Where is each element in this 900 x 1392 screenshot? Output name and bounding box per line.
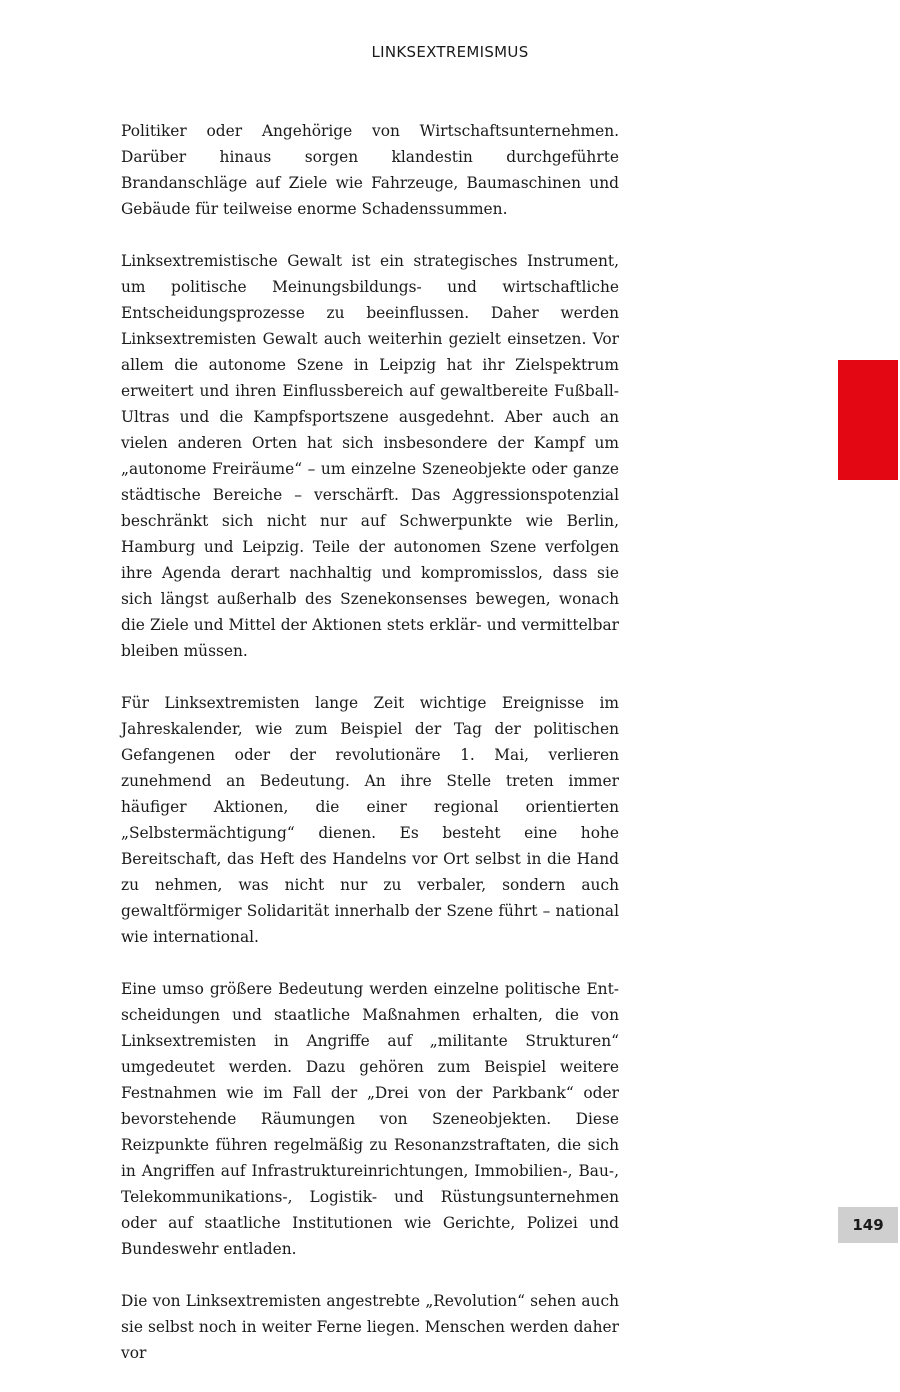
chapter-tab-marker — [838, 360, 898, 480]
paragraph: Für Linksextremisten lange Zeit wichtige Ereignisse im Jahreskalender, wie zum Beispiel der Tag der politischen Gefangenen oder der revolutionäre 1. Mai, verlieren zunehmend an Bedeutung. An ihre Stelle treten immer häufiger Aktionen, die einer regional orientierten „Selbstermächtigung“ dienen. Es besteht eine hohe Bereitschaft, das Heft des Handelns vor Ort selbst in die Hand zu nehmen, was nicht nur zu verbaler, sondern auch gewaltförmiger Solidarität innerhalb der Szene führt – national wie international. — [121, 694, 619, 946]
body-text — [121, 118, 619, 1392]
running-header: LINKSEXTREMISMUS — [371, 43, 529, 61]
paragraph: Politiker oder Angehörige von Wirtschaftsunternehmen. Darüber hinaus sorgen klandestin durchgeführte Brandanschläge auf Ziele wie Fahrzeuge, Baumaschinen und Gebäude für teilweise enorme Schadenssummen. — [121, 122, 619, 218]
page-number: 149 — [838, 1207, 898, 1243]
paragraph: Linksextremistische Gewalt ist ein strategisches Instrument, um politische Meinungsbildungs- und wirtschaftliche Entscheidungsprozesse zu beeinflussen. Daher werden Linksextremisten Gewalt auch weiterhin gezielt einsetzen. Vor allem die autonome Szene in Leipzig hat ihr Zielspektrum erweitert und ihren Einflussbereich auf gewaltbereite Fußball-Ultras und die Kampfsportszene ausgedehnt. Aber auch an vielen anderen Orten hat sich insbesondere der Kampf um „autonome Freiräume“ – um einzelne Szeneobjekte oder ganze städtische Bereiche – verschärft. Das Aggressionspotenzial beschränkt sich nicht nur auf Schwerpunkte wie Berlin, Hamburg und Leipzig. Teile der autonomen Szene verfolgen ihre Agenda derart nachhaltig und kompromisslos, dass sie sich längst außerhalb des Szenekonsenses bewegen, wonach die Ziele und Mittel der Aktionen stets erklär- und vermittelbar bleiben müssen. — [121, 252, 619, 660]
paragraph: Eine umso größere Bedeutung werden einzelne politische Entscheidungen und staatliche Maßnahmen erhalten, die von Linksextremisten in Angriffe auf „militante Strukturen“ umgedeutet werden. Dazu gehören zum Beispiel weitere Festnahmen wie im Fall der „Drei von der Parkbank“ oder bevorstehende Räumungen von Szeneobjekten. Diese Reizpunkte führen regelmäßig zu Resonanzstraftaten, die sich in Angriffen auf Infrastruktureinrichtungen, Immobilien-, Bau-, Telekommunikations-, Logistik- und Rüstungsunternehmen oder auf staatliche Institutionen wie Gerichte, Polizei und Bundeswehr entladen. — [121, 980, 619, 1258]
paragraph: Die von Linksextremisten angestrebte „Revolution“ sehen auch sie selbst noch in weiter Ferne liegen. Menschen werden daher vor — [121, 1292, 619, 1362]
